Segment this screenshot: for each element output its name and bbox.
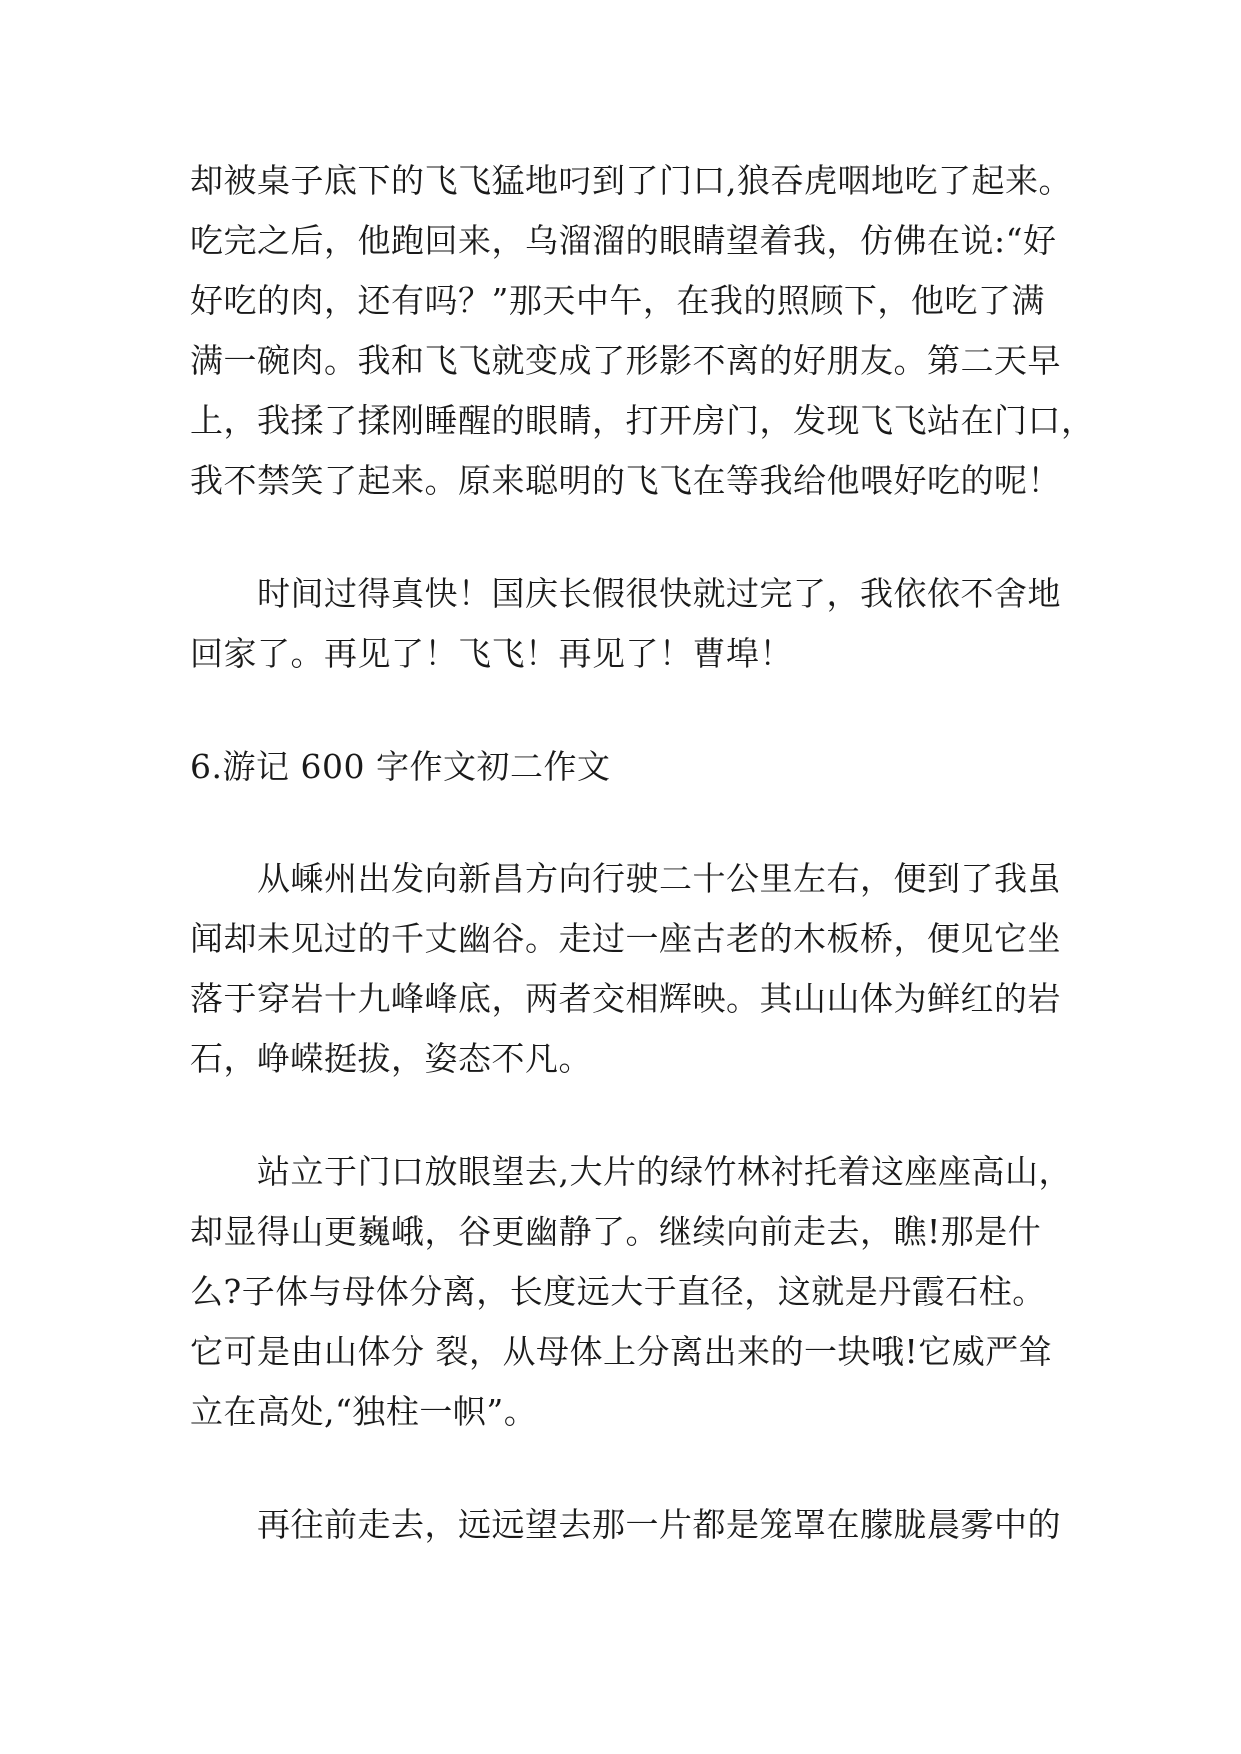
text-line: 闻却未见过的千丈幽谷。走过一座古老的木板桥，便见它坐	[190, 919, 1061, 958]
text-line: 石，峥嵘挺拔，姿态不凡。	[190, 1039, 592, 1078]
text-line: 它可是由山体分 裂，从母体上分离出来的一块哦!它威严耸	[190, 1332, 1053, 1371]
text-line: 却显得山更巍峨，谷更幽静了。继续向前走去，瞧!那是什	[190, 1212, 1042, 1251]
text-line: 落于穿岩十九峰峰底，两者交相辉映。其山山体为鲜红的岩	[190, 979, 1061, 1018]
text-line: 满一碗肉。我和飞飞就变成了形影不离的好朋友。第二天早	[190, 341, 1061, 380]
text-line: 站立于门口放眼望去,大片的绿竹林衬托着这座座高山，	[257, 1152, 1072, 1191]
text-line: 上，我揉了揉刚睡醒的眼睛，打开房门，发现飞飞站在门口，	[190, 401, 1095, 440]
text-line: 时间过得真快！国庆长假很快就过完了，我依依不舍地	[257, 574, 1061, 613]
text-line: 从嵊州出发向新昌方向行驶二十公里左右，便到了我虽	[257, 859, 1061, 898]
text-line: 我不禁笑了起来。原来聪明的飞飞在等我给他喂好吃的呢！	[190, 461, 1061, 500]
text-line: 却被桌子底下的飞飞猛地叼到了门口,狼吞虎咽地吃了起来。	[190, 161, 1072, 200]
text-line: 好吃的肉，还有吗？”那天中午，在我的照顾下，他吃了满	[190, 281, 1045, 320]
text-line: 么?子体与母体分离，长度远大于直径，这就是丹霞石柱。	[190, 1272, 1046, 1311]
text-line: 回家了。再见了！飞飞！再见了！曹埠！	[190, 634, 793, 673]
section-heading: 6.游记 600 字作文初二作文	[190, 747, 611, 786]
text-line: 吃完之后，他跑回来，乌溜溜的眼睛望着我，仿佛在说:“好	[190, 221, 1057, 260]
text-line: 再往前走去，远远望去那一片都是笼罩在朦胧晨雾中的	[257, 1505, 1061, 1544]
text-line: 立在高处,“独柱一帜”。	[190, 1392, 538, 1431]
